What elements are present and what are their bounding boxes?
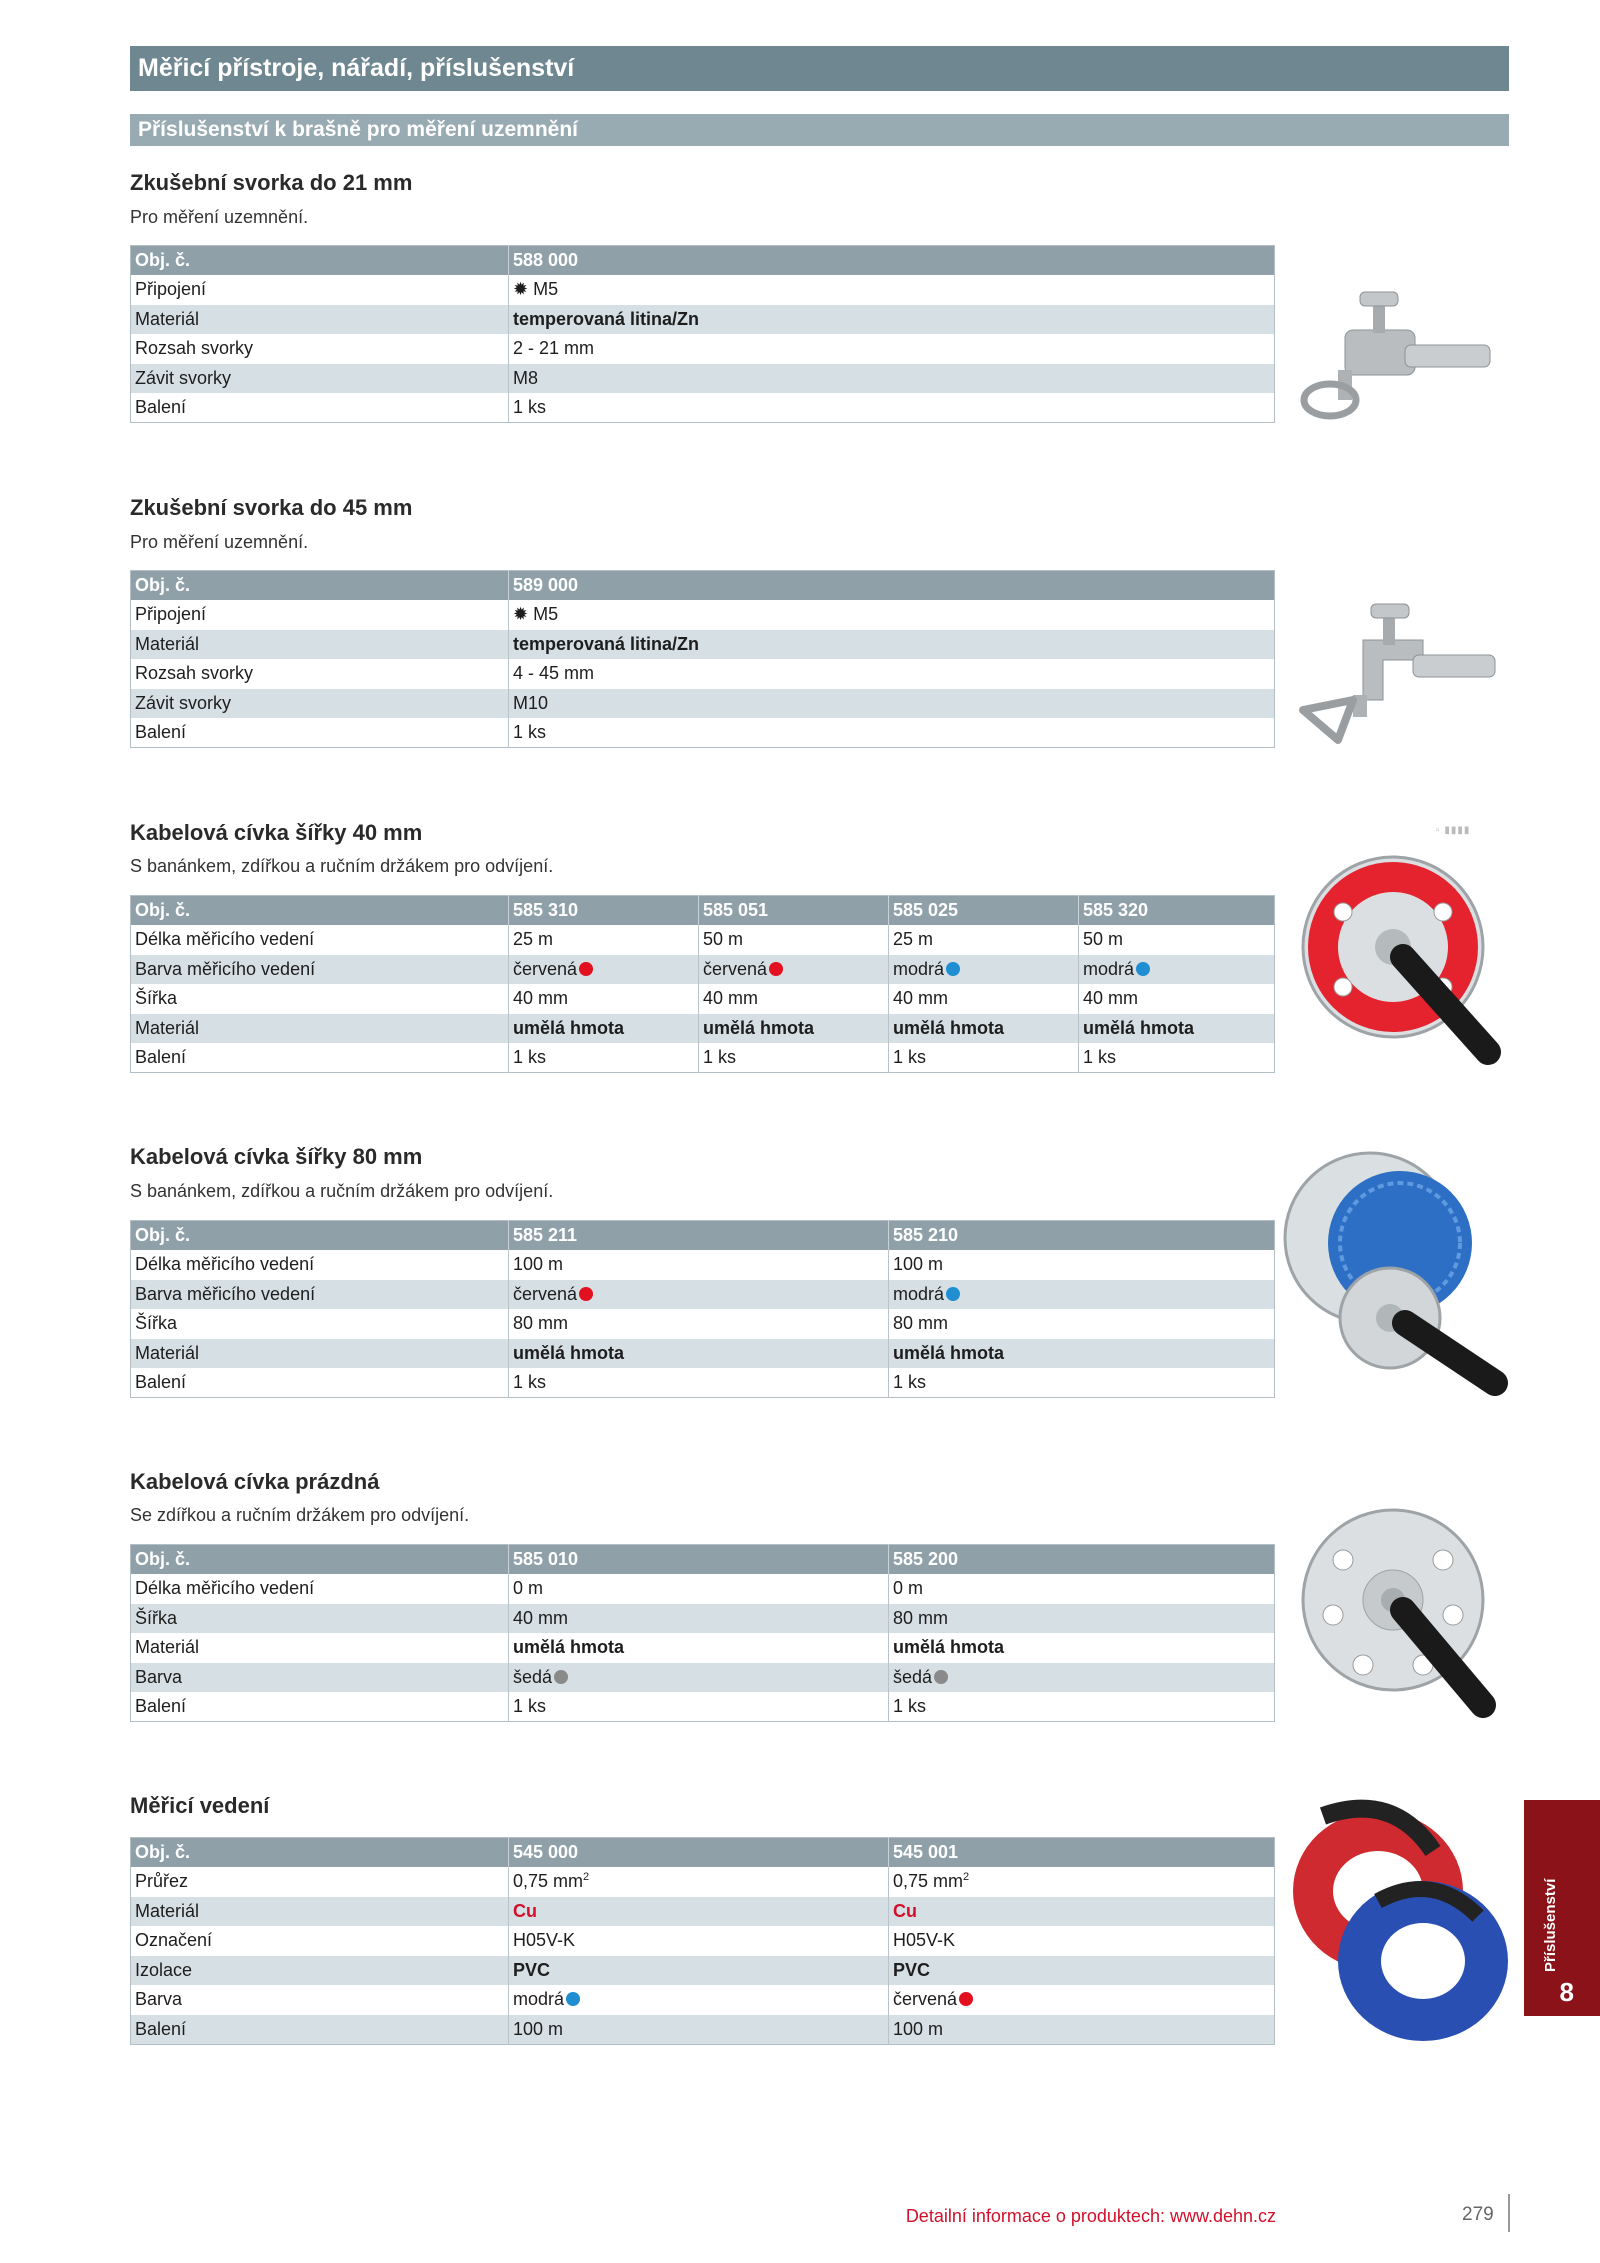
spec-value: modrá xyxy=(513,1989,565,2010)
spec-value: PVC xyxy=(893,1959,931,1980)
order-number-label: Obj. č. xyxy=(131,246,509,276)
spec-row xyxy=(131,1250,1275,1280)
spec-label: Barva měřicího vedení xyxy=(131,1280,509,1310)
page-number: 279 xyxy=(1462,2204,1494,2225)
spec-label: Připojení xyxy=(135,604,207,625)
spec-row xyxy=(131,1014,1275,1044)
spec-value: Cu xyxy=(893,1900,917,1921)
spec-value-cell xyxy=(509,334,1275,364)
spec-value: 40 mm xyxy=(1083,988,1139,1009)
spec-value-cell xyxy=(509,305,1275,335)
spec-row xyxy=(131,305,1275,335)
spec-value: 1 ks xyxy=(513,1696,547,1716)
empty-reel-image xyxy=(1293,1505,1518,1730)
spec-value: umělá hmota xyxy=(703,1017,815,1038)
spec-label: Rozsah svorky xyxy=(135,663,254,684)
spec-value: 40 mm xyxy=(513,988,569,1009)
spec-value-cell xyxy=(699,1043,889,1073)
spec-value: 100 m xyxy=(893,2018,944,2039)
test-clamp-21-image xyxy=(1290,290,1510,430)
spec-row xyxy=(131,984,1275,1014)
spec-value: 2 - 21 mm xyxy=(513,338,595,359)
product-description: Se zdířkou a ručním držákem pro odvíjení. xyxy=(130,1505,470,1525)
order-number-label: Obj. č. xyxy=(131,1838,509,1868)
spec-value: červená xyxy=(893,1989,958,2010)
order-number[interactable]: 585 310 xyxy=(509,896,699,926)
spec-value: 1 ks xyxy=(1083,1047,1117,1067)
spec-row xyxy=(131,1867,1275,1897)
spec-value-cell xyxy=(699,1014,889,1044)
spec-value: PVC xyxy=(513,1959,551,1980)
color-dot-icon xyxy=(579,1287,593,1301)
spec-label: Materiál xyxy=(131,1339,509,1369)
spec-value-cell xyxy=(889,1867,1275,1897)
gear-icon: ✹ xyxy=(513,279,534,300)
spec-value-cell xyxy=(889,1280,1275,1310)
color-dot-icon xyxy=(554,1670,568,1684)
section-title: Příslušenství k brašně pro měření uzemnění xyxy=(130,114,1509,146)
spec-value-cell xyxy=(509,600,1275,630)
spec-label: Šířka xyxy=(135,988,178,1009)
spec-value-cell xyxy=(889,984,1079,1014)
spec-value-cell xyxy=(509,1926,889,1956)
product-title: Kabelová cívka prázdná xyxy=(130,1469,380,1494)
spec-value-cell xyxy=(1079,1014,1275,1044)
spec-value: 80 mm xyxy=(513,1313,569,1334)
spec-row xyxy=(131,1280,1275,1310)
spec-value-cell xyxy=(509,275,1275,305)
product-title: Zkušební svorka do 45 mm xyxy=(130,495,413,520)
spec-value-cell xyxy=(509,1309,889,1339)
spec-value-cell xyxy=(509,1574,889,1604)
order-number[interactable]: 585 010 xyxy=(509,1545,889,1575)
spec-value: 0 m xyxy=(513,1578,544,1599)
spec-label: Délka měřicího vedení xyxy=(135,929,315,950)
spec-value: 80 mm xyxy=(893,1607,949,1628)
color-dot-icon xyxy=(946,1287,960,1301)
spec-value: 1 ks xyxy=(513,397,547,417)
spec-value-cell xyxy=(699,925,889,955)
spec-value-cell xyxy=(699,984,889,1014)
spec-value-cell xyxy=(509,1014,699,1044)
spec-row xyxy=(131,1309,1275,1339)
spec-value-cell xyxy=(1079,1043,1275,1073)
product-title: Zkušební svorka do 21 mm xyxy=(130,170,413,195)
spec-row xyxy=(131,1043,1275,1073)
spec-label: Šířka xyxy=(131,1604,509,1634)
spec-value-cell xyxy=(889,1014,1079,1044)
spec-value-cell xyxy=(509,364,1275,394)
order-number[interactable]: 545 000 xyxy=(509,1838,889,1868)
spec-value: červená xyxy=(513,1283,578,1304)
spec-row xyxy=(131,1663,1275,1693)
spec-value-cell xyxy=(509,955,699,985)
spec-label: Materiál xyxy=(131,630,509,660)
spec-value-cell xyxy=(509,1867,889,1897)
spec-value: 0,75 mm xyxy=(513,1871,584,1892)
spec-value: M8 xyxy=(513,367,539,388)
spec-label: Závit svorky xyxy=(131,364,509,394)
spec-value-cell xyxy=(509,1692,889,1722)
spec-value-cell xyxy=(889,1692,1275,1722)
spec-label: Délka měřicího vedení xyxy=(135,1578,315,1599)
spec-value: 100 m xyxy=(513,1254,564,1275)
spec-label: Balení xyxy=(131,2015,509,2045)
spec-label: Barva xyxy=(131,1663,509,1693)
cable-reel-80-image xyxy=(1280,1148,1520,1398)
spec-value: 1 ks xyxy=(513,722,547,742)
spec-row xyxy=(131,1574,1275,1604)
spec-row xyxy=(131,1897,1275,1927)
spec-value: 1 ks xyxy=(513,1372,547,1392)
order-number[interactable]: 585 320 xyxy=(1079,896,1275,926)
spec-value: H05V-K xyxy=(513,1930,576,1951)
spec-value-cell xyxy=(509,1250,889,1280)
corner-mark-decoration: ▫ ▮▮▮▮ xyxy=(1436,825,1471,836)
spec-row xyxy=(131,925,1275,955)
spec-value-cell xyxy=(509,984,699,1014)
order-number[interactable]: 585 025 xyxy=(889,896,1079,926)
order-number-label: Obj. č. xyxy=(131,896,509,926)
spec-row xyxy=(131,1604,1275,1634)
spec-table xyxy=(130,1837,1275,2045)
spec-row xyxy=(131,1956,1275,1986)
color-dot-icon xyxy=(934,1670,948,1684)
spec-label: Balení xyxy=(135,1047,187,1067)
spec-value-cell xyxy=(889,1897,1275,1927)
spec-value: 1 ks xyxy=(513,1047,547,1067)
footer-link[interactable]: Detailní informace o produktech: www.dehn.cz xyxy=(905,2206,1276,2226)
spec-label: Průřez xyxy=(135,1871,189,1892)
order-number-label: Obj. č. xyxy=(131,571,509,601)
spec-label: Materiál xyxy=(131,1014,509,1044)
spec-row xyxy=(131,393,1275,423)
spec-value: umělá hmota xyxy=(893,1342,1005,1363)
spec-header-row xyxy=(131,896,1275,926)
spec-row xyxy=(131,659,1275,689)
spec-value-cell xyxy=(889,1368,1275,1398)
chapter-tab[interactable] xyxy=(1524,1800,1600,2016)
spec-value-cell xyxy=(1079,955,1275,985)
spec-value-cell xyxy=(889,925,1079,955)
color-dot-icon xyxy=(566,1992,580,2006)
spec-value-cell xyxy=(889,1043,1079,1073)
cable-reel-40-image xyxy=(1293,852,1518,1077)
spec-value: 1 ks xyxy=(893,1696,927,1716)
spec-value-cell xyxy=(1079,984,1275,1014)
product-title: Kabelová cívka šířky 40 mm xyxy=(130,820,423,845)
spec-row xyxy=(131,1985,1275,2015)
spec-value: 0 m xyxy=(893,1578,924,1599)
spec-value-cell xyxy=(889,1574,1275,1604)
spec-value: červená xyxy=(703,958,768,979)
spec-value: umělá hmota xyxy=(893,1637,1005,1658)
order-number-label: Obj. č. xyxy=(131,1545,509,1575)
spec-value-cell xyxy=(509,925,699,955)
spec-label: Označení xyxy=(135,1930,213,1951)
order-number[interactable]: 589 000 xyxy=(509,571,1275,601)
spec-value: 40 mm xyxy=(513,1607,569,1628)
spec-value: 1 ks xyxy=(893,1047,927,1067)
page-number-divider xyxy=(1508,2194,1510,2232)
spec-value-cell xyxy=(509,659,1275,689)
spec-value-cell xyxy=(889,1985,1275,2015)
spec-row xyxy=(131,364,1275,394)
spec-value: H05V-K xyxy=(893,1930,956,1951)
spec-label: Délka měřicího vedení xyxy=(135,1254,315,1275)
spec-table xyxy=(130,245,1275,423)
product-description: S banánkem, zdířkou a ručním držákem pro odvíjení. xyxy=(130,1181,554,1201)
spec-table xyxy=(130,895,1275,1073)
spec-row xyxy=(131,275,1275,305)
spec-value: M10 xyxy=(513,692,549,713)
spec-value-cell xyxy=(889,1604,1275,1634)
spec-value-cell xyxy=(1079,925,1275,955)
spec-label: Barva měřicího vedení xyxy=(131,955,509,985)
spec-value-cell xyxy=(509,1663,889,1693)
unit-superscript: 2 xyxy=(583,1871,590,1884)
spec-header-row xyxy=(131,571,1275,601)
product-description: Pro měření uzemnění. xyxy=(130,532,309,552)
spec-value-cell xyxy=(509,1956,889,1986)
spec-label: Materiál xyxy=(131,305,509,335)
spec-value-cell xyxy=(889,1309,1275,1339)
chapter-tab-label: Příslušenství xyxy=(1542,1878,1559,1972)
spec-value-cell xyxy=(509,1043,699,1073)
product-title: Měřicí vedení xyxy=(130,1793,270,1818)
spec-value-cell xyxy=(889,1926,1275,1956)
spec-value-cell xyxy=(889,1339,1275,1369)
test-clamp-45-image xyxy=(1283,600,1513,750)
spec-value-cell xyxy=(509,1985,889,2015)
spec-value: 25 m xyxy=(513,929,554,950)
spec-label: Izolace xyxy=(131,1956,509,1986)
color-dot-icon xyxy=(579,962,593,976)
spec-value: 1 ks xyxy=(893,1372,927,1392)
product-title: Kabelová cívka šířky 80 mm xyxy=(130,1144,423,1169)
spec-value-cell xyxy=(509,689,1275,719)
spec-value-cell xyxy=(509,1897,889,1927)
product-description: S banánkem, zdířkou a ručním držákem pro odvíjení. xyxy=(130,856,554,876)
spec-row xyxy=(131,1692,1275,1722)
spec-table xyxy=(130,1544,1275,1722)
spec-value: 100 m xyxy=(513,2018,564,2039)
spec-row xyxy=(131,955,1275,985)
spec-value: umělá hmota xyxy=(513,1342,625,1363)
spec-header-row xyxy=(131,1838,1275,1868)
spec-value: M5 xyxy=(533,279,559,300)
spec-value-cell xyxy=(509,1633,889,1663)
spec-value-cell xyxy=(699,955,889,985)
spec-value: 80 mm xyxy=(893,1313,949,1334)
order-number[interactable]: 585 051 xyxy=(699,896,889,926)
spec-value-cell xyxy=(509,1604,889,1634)
spec-value: Cu xyxy=(513,1900,537,1921)
spec-value-cell xyxy=(889,2015,1275,2045)
spec-label: Barva xyxy=(135,1989,183,2010)
spec-row xyxy=(131,718,1275,748)
color-dot-icon xyxy=(959,1992,973,2006)
spec-row xyxy=(131,630,1275,660)
spec-table xyxy=(130,570,1275,748)
color-dot-icon xyxy=(1136,962,1150,976)
spec-value: umělá hmota xyxy=(893,1017,1005,1038)
spec-row xyxy=(131,1368,1275,1398)
spec-table xyxy=(130,1220,1275,1398)
spec-value: modrá xyxy=(893,958,945,979)
order-number[interactable]: 585 211 xyxy=(509,1221,889,1251)
order-number[interactable]: 545 001 xyxy=(889,1838,1275,1868)
color-dot-icon xyxy=(946,962,960,976)
spec-row xyxy=(131,1339,1275,1369)
spec-label: Balení xyxy=(135,1696,187,1716)
spec-label: Balení xyxy=(135,1372,187,1392)
spec-value: 50 m xyxy=(1083,929,1124,950)
spec-header-row xyxy=(131,246,1275,276)
spec-value: červená xyxy=(513,958,578,979)
spec-value: 0,75 mm xyxy=(893,1871,964,1892)
spec-label: Závit svorky xyxy=(131,689,509,719)
spec-label: Balení xyxy=(135,397,187,417)
spec-value: šedá xyxy=(893,1666,933,1687)
spec-value-cell xyxy=(509,630,1275,660)
order-number[interactable]: 585 210 xyxy=(889,1221,1275,1251)
spec-value-cell xyxy=(889,1956,1275,1986)
spec-value-cell xyxy=(509,1339,889,1369)
spec-label: Materiál xyxy=(131,1897,509,1927)
spec-row xyxy=(131,334,1275,364)
gear-icon: ✹ xyxy=(513,604,534,625)
order-number-label: Obj. č. xyxy=(131,1221,509,1251)
spec-value-cell xyxy=(509,393,1275,423)
unit-superscript: 2 xyxy=(963,1871,970,1884)
spec-value: M5 xyxy=(533,604,559,625)
spec-value-cell xyxy=(889,955,1079,985)
spec-label: Rozsah svorky xyxy=(135,338,254,359)
spec-header-row xyxy=(131,1221,1275,1251)
measuring-wire-coils-image xyxy=(1283,1796,1513,2051)
spec-label: Připojení xyxy=(135,279,207,300)
spec-value-cell xyxy=(889,1250,1275,1280)
spec-value: temperovaná litina/Zn xyxy=(513,308,700,329)
spec-value: umělá hmota xyxy=(513,1637,625,1658)
spec-value: 40 mm xyxy=(893,988,949,1009)
spec-label: Šířka xyxy=(135,1313,178,1334)
spec-row xyxy=(131,2015,1275,2045)
order-number[interactable]: 588 000 xyxy=(509,246,1275,276)
spec-value: šedá xyxy=(513,1666,553,1687)
spec-value: 25 m xyxy=(893,929,934,950)
spec-value-cell xyxy=(509,1368,889,1398)
spec-value: 4 - 45 mm xyxy=(513,663,595,684)
spec-value: 50 m xyxy=(703,929,744,950)
spec-value-cell xyxy=(509,718,1275,748)
chapter-title: Měřicí přístroje, nářadí, příslušenství xyxy=(130,46,1509,91)
spec-value: umělá hmota xyxy=(1083,1017,1195,1038)
spec-value: modrá xyxy=(1083,958,1135,979)
spec-value-cell xyxy=(889,1633,1275,1663)
spec-label: Materiál xyxy=(135,1637,200,1658)
spec-value-cell xyxy=(509,1280,889,1310)
spec-header-row xyxy=(131,1545,1275,1575)
spec-value: umělá hmota xyxy=(513,1017,625,1038)
spec-value-cell xyxy=(509,2015,889,2045)
spec-value: modrá xyxy=(893,1283,945,1304)
spec-value: 1 ks xyxy=(703,1047,737,1067)
chapter-tab-number: 8 xyxy=(1559,1977,1574,2007)
spec-row xyxy=(131,1926,1275,1956)
spec-value-cell xyxy=(889,1663,1275,1693)
spec-value: 100 m xyxy=(893,1254,944,1275)
spec-label: Balení xyxy=(135,722,187,742)
spec-value: 40 mm xyxy=(703,988,759,1009)
spec-value: temperovaná litina/Zn xyxy=(513,633,700,654)
color-dot-icon xyxy=(769,962,783,976)
spec-row xyxy=(131,689,1275,719)
order-number[interactable]: 585 200 xyxy=(889,1545,1275,1575)
spec-row xyxy=(131,1633,1275,1663)
spec-row xyxy=(131,600,1275,630)
product-description: Pro měření uzemnění. xyxy=(130,207,309,227)
